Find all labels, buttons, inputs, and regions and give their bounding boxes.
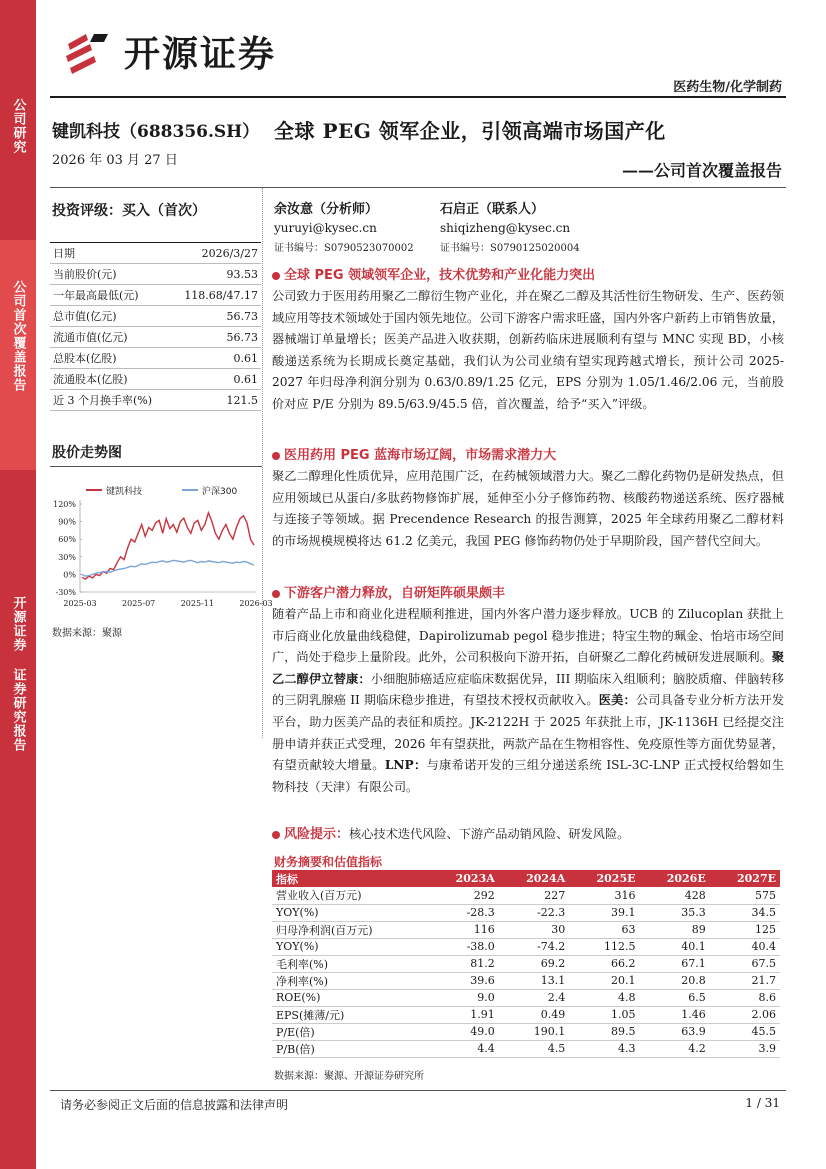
table-header-row: [272, 870, 780, 887]
metric-value: -38.0: [428, 938, 498, 955]
metric-value: 21.7: [710, 972, 780, 989]
section-body: 公司致力于医用药用聚乙二醇衍生物产业化，并在聚乙二醇及其活性衍生物研发、生产、医药领域应用等技术领域处于国内领先地位。公司下游客户需求旺盛，国内外客户新药上市销售放量，器械端订单量增长；医美产品进入收获期，创新药临床进展顺利有望与 MNC 实现 BD，小核酸递送系统为长期成长奠定基础，我们认为公司业绩有望实现跨越式增长，预计公司 2025-2027 年归母净利润分别为 0.63/0.89/1.25 亿元，EPS 分别为 1.05/1.46/2.06 元，当前股价对应 P/E 分别为 89.5/63.9/45.5 倍，首次覆盖，给予“买入”评级。: [272, 289, 784, 411]
chart-title: 股价走势图: [52, 445, 122, 461]
stock-label: 流通股本(亿股): [50, 369, 170, 390]
metric-value: 4.3: [569, 1040, 639, 1057]
price-trend-chart: [46, 478, 273, 618]
report-date: 2026 年 03 月 27 日: [52, 153, 178, 168]
stock-value: 118.68/47.17: [170, 285, 261, 306]
analyst-card: [274, 198, 414, 254]
metric-label: YOY(%): [272, 904, 428, 921]
analyst-email[interactable]: yuruyi@kysec.cn: [274, 221, 377, 235]
stock-label: 当前股价(元): [50, 264, 170, 285]
x-tick-label: 2025-11: [180, 599, 214, 608]
table-row: [272, 904, 780, 921]
body-text: 小细胞肺癌适应症临床数据优异，III 期临床入组顺利；脑胶质瘤、伴脑转移的三阴乳腺癌 II 期临床稳步推进，有望技术授权贡献收入。: [272, 671, 784, 708]
metric-label: 归母净利润(百万元): [272, 921, 428, 938]
risk-line: [272, 824, 784, 846]
metric-value: 575: [710, 887, 780, 904]
metric-value: 67.5: [710, 955, 780, 972]
analyst-cert: 证书编号：S0790523070002: [274, 243, 414, 254]
metric-value: -74.2: [499, 938, 569, 955]
metric-value: 39.1: [569, 904, 639, 921]
y-tick-label: -30%: [55, 588, 76, 597]
kysec-logo-icon: [64, 30, 114, 74]
metric-value: 81.2: [428, 955, 498, 972]
metric-value: 3.9: [710, 1040, 780, 1057]
metric-label: 营业收入(百万元): [272, 887, 428, 904]
column-header: 2025E: [569, 870, 639, 887]
metric-value: 63: [569, 921, 639, 938]
stock-value: 56.73: [170, 306, 261, 327]
stock-label: 总股本(亿股): [50, 348, 170, 369]
disclaimer: 请务必参阅正文后面的信息披露和法律声明: [60, 1098, 289, 1112]
page-number: 1 / 31: [745, 1096, 780, 1110]
report-headline: 全球 PEG 领军企业，引领高端市场国产化: [274, 119, 666, 143]
metric-value: 30: [499, 921, 569, 938]
metric-value: 63.9: [639, 1023, 709, 1040]
metric-value: -28.3: [428, 904, 498, 921]
column-divider: [262, 188, 263, 738]
section-divider: [50, 187, 786, 188]
table-row: [272, 1040, 780, 1057]
stock-value: 0.61: [170, 348, 261, 369]
metric-value: 0.49: [499, 1006, 569, 1023]
metric-value: 4.2: [639, 1040, 709, 1057]
header-divider: [50, 96, 786, 98]
metric-value: 292: [428, 887, 498, 904]
column-header: 指标: [272, 870, 428, 887]
y-tick-label: 90%: [58, 517, 76, 527]
chart-source: 数据来源：聚源: [52, 628, 122, 639]
metric-value: 13.1: [499, 972, 569, 989]
metric-label: 毛利率(%): [272, 955, 428, 972]
metric-value: 4.5: [499, 1040, 569, 1057]
metric-value: 45.5: [710, 1023, 780, 1040]
stock-label: 近 3 个月换手率(%): [50, 390, 170, 411]
metric-value: 40.4: [710, 938, 780, 955]
sidebar-tab-initial-coverage: 公司首次覆盖报告: [0, 240, 36, 470]
body-text: 公司具备专业分析方法开发平台，助力医美产品的表征和质控。JK-2122H 于 2025 年获批上市，JK-1136H 已经提交注册申请并获正式受理，2026 年有望获批，两款产品在生物相容性、免疫原性等方面优势显著，有望贡献较大增量。: [272, 693, 785, 773]
y-tick-label: 0%: [63, 570, 76, 580]
metric-value: 1.46: [639, 1006, 709, 1023]
section-heading: [272, 582, 784, 601]
metric-value: 190.1: [499, 1023, 569, 1040]
series-line: [82, 513, 254, 579]
stock-value: 121.5: [170, 390, 261, 411]
bullet-icon: [272, 590, 280, 598]
section-heading: [272, 264, 784, 283]
metric-value: 35.3: [639, 904, 709, 921]
analyst-email[interactable]: shiqizheng@kysec.cn: [440, 221, 571, 235]
section-body: 聚乙二醇理化性质优异，应用范围广泛，在药械领域潜力大。聚乙二醇化药物仍是研发热点，但应用领域已从蛋白/多肽药物修饰扩展，延伸至小分子修饰药物、核酸药物递送系统、医疗器械与连接子等领域。据 Precendence Research 的报告测算，2025 年全球药用聚乙二醇材料的市场规模规模将达 61.2 亿美元，我国 PEG 修饰药物仍处于早期阶段，国产替代空间大。: [272, 469, 784, 548]
body-bold: 聚乙二醇伊立替康：: [272, 650, 784, 686]
metric-label: ROE(%): [272, 989, 428, 1006]
bullet-icon: [272, 272, 280, 280]
y-tick-label: 60%: [58, 535, 76, 545]
metric-value: 20.1: [569, 972, 639, 989]
metric-label: P/E(倍): [272, 1023, 428, 1040]
metric-value: 6.5: [639, 989, 709, 1006]
table-row: [50, 285, 261, 306]
table-row: [272, 972, 780, 989]
analyst-card: [440, 198, 580, 254]
table-row: [272, 938, 780, 955]
sidebar-tab-company-research: 公司研究: [10, 98, 26, 154]
summary-section: [272, 264, 784, 416]
metric-value: -22.3: [499, 904, 569, 921]
metric-value: 428: [639, 887, 709, 904]
legend-label: 沪深300: [202, 487, 238, 497]
y-tick-label: 30%: [58, 552, 76, 562]
metric-value: 1.05: [569, 1006, 639, 1023]
metric-label: 净利率(%): [272, 972, 428, 989]
stock-info-table: [50, 242, 261, 411]
brand-logo: [64, 26, 276, 77]
metric-value: 49.0: [428, 1023, 498, 1040]
body-text: 与康希诺开发的三组分递送系统 ISL-3C-LNP 正式授权给磐如生物科技（天津）有限公司。: [272, 758, 785, 794]
fin-table-source: 数据来源：聚源、开源证券研究所: [274, 1071, 424, 1082]
table-row: [50, 306, 261, 327]
y-tick-label: 120%: [53, 500, 76, 509]
sector-label: 医药生物/化学制药: [673, 80, 782, 95]
body-bold: LNP：: [384, 758, 427, 773]
sidebar-band: [0, 0, 36, 1169]
bullet-icon: [272, 831, 280, 839]
metric-value: 125: [710, 921, 780, 938]
table-row: [50, 327, 261, 348]
table-row: [272, 921, 780, 938]
metric-value: 2.4: [499, 989, 569, 1006]
analyst-cert: 证书编号：S0790125020004: [440, 243, 580, 254]
metric-value: 4.4: [428, 1040, 498, 1057]
column-header: 2024A: [499, 870, 569, 887]
metric-value: 69.2: [499, 955, 569, 972]
table-row: [50, 264, 261, 285]
table-row: [272, 1023, 780, 1040]
bullet-icon: [272, 452, 280, 460]
sidebar-tab-kysec-research: 开源证券 证券研究报告: [10, 596, 26, 752]
stock-label: 总市值(亿元): [50, 306, 170, 327]
customer-section: [272, 582, 784, 798]
stock-label: 日期: [50, 243, 170, 264]
brand-name: 开源证券: [124, 34, 277, 75]
table-row: [272, 989, 780, 1006]
metric-value: 67.1: [639, 955, 709, 972]
column-header: 2023A: [428, 870, 498, 887]
metric-value: 66.2: [569, 955, 639, 972]
body-bold: 医美：: [598, 693, 636, 708]
table-row: [272, 955, 780, 972]
legend-label: 键凯科技: [106, 487, 143, 497]
analyst-name: 余汝意（分析师）: [274, 202, 379, 217]
metric-value: 39.6: [428, 972, 498, 989]
financial-summary-table: [272, 870, 780, 1058]
metric-value: 89: [639, 921, 709, 938]
section-heading-text: 下游客户潜力释放，自研矩阵硕果颇丰: [284, 586, 506, 601]
company-name: 键凯科技（688356.SH）: [52, 122, 260, 142]
metric-value: 4.8: [569, 989, 639, 1006]
risk-section: [272, 824, 784, 846]
footer-divider: [50, 1090, 786, 1091]
metric-value: 89.5: [569, 1023, 639, 1040]
table-row: [272, 1006, 780, 1023]
stock-value: 0.61: [170, 369, 261, 390]
investment-rating: 投资评级：买入（首次）: [52, 203, 206, 219]
metric-value: 34.5: [710, 904, 780, 921]
metric-value: 316: [569, 887, 639, 904]
metric-label: YOY(%): [272, 938, 428, 955]
stock-value: 2026/3/27: [170, 243, 261, 264]
metric-value: 9.0: [428, 989, 498, 1006]
table-row: [50, 390, 261, 411]
stock-label: 一年最高最低(元): [50, 285, 170, 306]
stock-value: 93.53: [170, 264, 261, 285]
risk-label-text: 风险提示：: [284, 827, 350, 842]
section-heading: [272, 444, 784, 463]
metric-value: 2.06: [710, 1006, 780, 1023]
metric-value: 116: [428, 921, 498, 938]
body-text: 随着产品上市和商业化进程顺利推进，国内外客户潜力逐步释放。UCB 的 Zilucoplan 获批上市后商业化放量曲线稳健，Dapirolizumab pegol 稳步推进；特宝生物的珮金、怡培市场空间广，尚处于稳步上量阶段。此外，公司积极向下游开拓，自研聚乙二醇化药械研发进展顺利。: [272, 607, 784, 665]
table-row: [50, 348, 261, 369]
metric-value: 20.8: [639, 972, 709, 989]
x-tick-label: 2026-03: [239, 599, 273, 608]
table-row: [50, 369, 261, 390]
section-heading-text: 全球 PEG 领域领军企业，技术优势和产业化能力突出: [284, 268, 596, 283]
market-section: [272, 444, 784, 552]
risk-label: [272, 827, 349, 842]
table-row: [50, 243, 261, 264]
metric-value: 227: [499, 887, 569, 904]
metric-value: 8.6: [710, 989, 780, 1006]
report-subhead: ——公司首次覆盖报告: [621, 161, 782, 180]
chart-divider: [50, 466, 262, 467]
metric-value: 40.1: [639, 938, 709, 955]
table-row: [272, 887, 780, 904]
stock-value: 56.73: [170, 327, 261, 348]
risk-text: 核心技术迭代风险、下游产品动销风险、研发风险。: [349, 827, 630, 841]
metric-value: 1.91: [428, 1006, 498, 1023]
analyst-name: 石启正（联系人）: [440, 202, 545, 217]
section-body: [272, 604, 784, 798]
column-header: 2027E: [710, 870, 780, 887]
series-line: [82, 560, 254, 576]
column-header: 2026E: [639, 870, 709, 887]
stock-label: 流通市值(亿元): [50, 327, 170, 348]
metric-label: EPS(摊薄/元): [272, 1006, 428, 1023]
metric-value: 112.5: [569, 938, 639, 955]
fin-table-title: 财务摘要和估值指标: [274, 855, 383, 869]
section-heading-text: 医用药用 PEG 蓝海市场辽阔，市场需求潜力大: [284, 448, 557, 463]
x-tick-label: 2025-03: [63, 599, 97, 608]
x-tick-label: 2025-07: [122, 599, 156, 608]
metric-label: P/B(倍): [272, 1040, 428, 1057]
